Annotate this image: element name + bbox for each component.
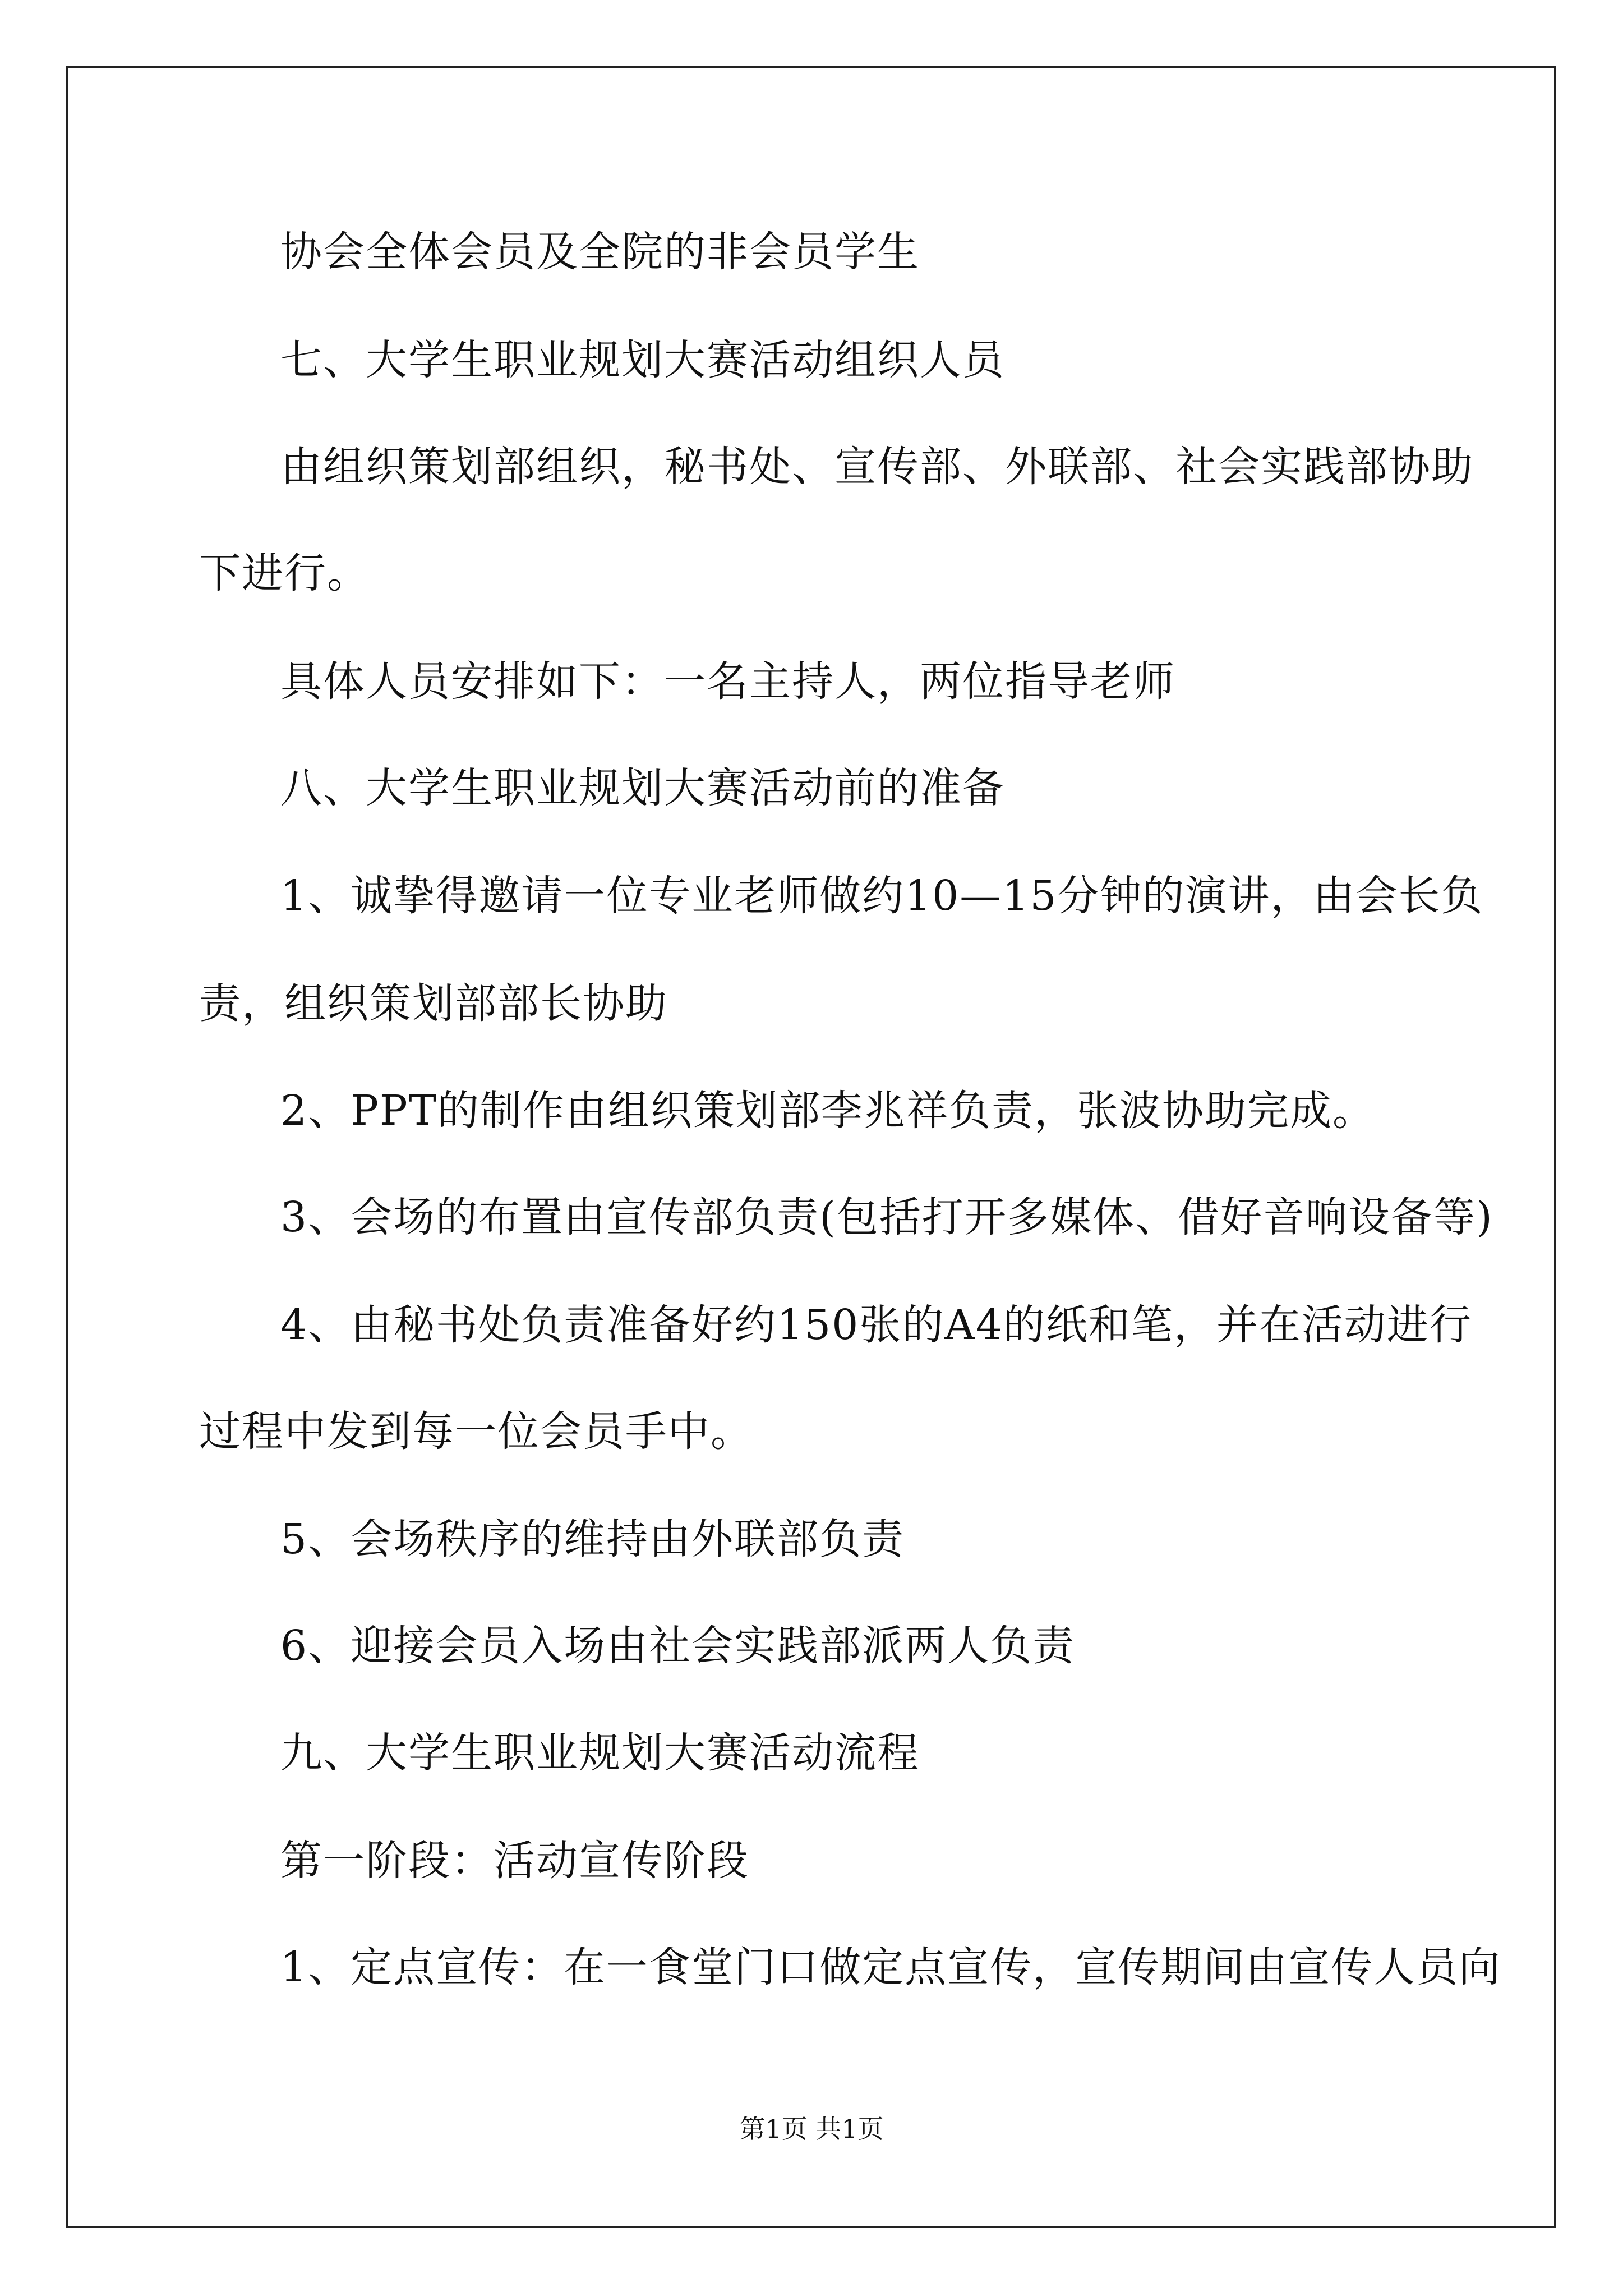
section-heading: 八、大学生职业规划大赛活动前的准备 — [280, 764, 1005, 812]
paragraph-line: 5、会场秩序的维持由外联部负责 — [280, 1515, 905, 1563]
page-border — [66, 66, 1556, 2228]
paragraph-line: 协会全体会员及全院的非会员学生 — [280, 228, 920, 276]
paragraph-line: 3、会场的布置由宣传部负责(包括打开多媒体、借好音响设备等) — [280, 1193, 1493, 1241]
paragraph-line: 4、由秘书处负责准备好约150张的A4的纸和笔，并在活动进行 — [280, 1301, 1472, 1349]
paragraph-line: 第一阶段：活动宣传阶段 — [280, 1837, 749, 1885]
paragraph-line: 6、迎接会员入场由社会实践部派两人负责 — [280, 1622, 1076, 1670]
section-heading: 七、大学生职业规划大赛活动组织人员 — [280, 336, 1005, 384]
section-heading: 九、大学生职业规划大赛活动流程 — [280, 1729, 920, 1777]
paragraph-line: 1、定点宣传：在一食堂门口做定点宣传，宣传期间由宣传人员向 — [280, 1943, 1502, 1991]
paragraph-line: 1、诚挚得邀请一位专业老师做约10—15分钟的演讲，由会长负 — [280, 872, 1484, 920]
paragraph-line: 具体人员安排如下：一名主持人，两位指导老师 — [280, 657, 1175, 706]
page-footer: 第1页 共1页 — [739, 2114, 884, 2144]
paragraph-line: 责，组织策划部部长协助 — [199, 979, 668, 1028]
paragraph-line: 2、PPT的制作由组织策划部李兆祥负责，张波协助完成。 — [280, 1087, 1376, 1135]
paragraph-line: 下进行。 — [199, 549, 370, 597]
paragraph-line: 由组织策划部组织，秘书处、宣传部、外联部、社会实践部协助 — [280, 443, 1474, 491]
paragraph-line: 过程中发到每一位会员手中。 — [199, 1407, 753, 1456]
